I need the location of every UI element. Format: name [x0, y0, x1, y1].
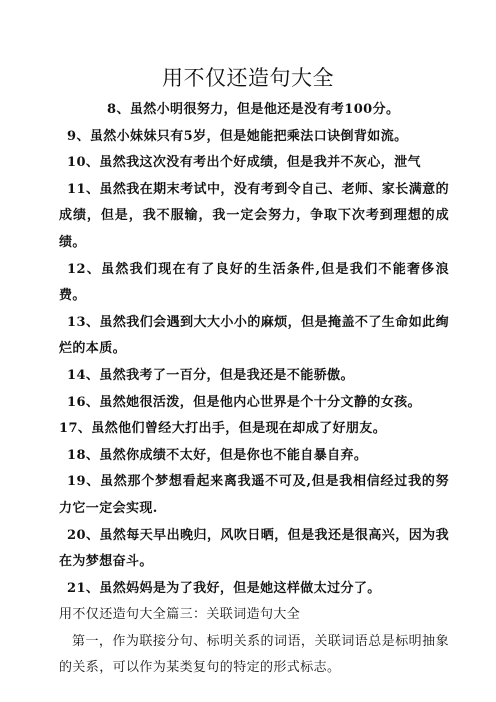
paragraph-first: 第一，作为联接分句、标明关系的词语，关联词语总是标明抽象的关系，可以作为某类复句的特定的形式标志。: [59, 633, 449, 676]
paragraph-13: 13、虽然我们会遇到大大小小的麻烦，但是掩盖不了生命如此绚烂的本质。: [59, 314, 449, 357]
paragraph-10: 10、虽然我这次没有考出个好成绩，但是我并不灰心，泄气: [67, 155, 421, 171]
paragraph-11: 11、虽然我在期末考试中，没有考到令自己、老师、家长满意的成绩，但是，我不服输，我一定会努力，争取下次考到理想的成绩。: [59, 181, 449, 250]
document-title: 用不仅还造句大全: [162, 66, 334, 90]
document-body: [59, 97, 449, 682]
paragraph-21: 21、虽然妈妈是为了我好，但是她这样做太过分了。: [67, 580, 381, 596]
paragraph-8: 8、虽然小明很努力，但是他还是没有考100分。: [107, 102, 400, 117]
paragraph-19: 19、虽然那个梦想看起来离我遥不可及,但是我相信经过我的努力它一定会实现.: [59, 474, 449, 516]
paragraph-14: 14、虽然我考了一百分，但是我还是不能骄傲。: [67, 367, 354, 383]
paragraph-12: 12、虽然我们现在有了良好的生活条件,但是我们不能奢侈浪费。: [59, 261, 449, 304]
paragraph-9: 9、虽然小妹妹只有5岁，但是她能把乘法口诀倒背如流。: [67, 128, 408, 144]
paragraph-20: 20、虽然每天早出晚归，风吹日晒，但是我还是很高兴，因为我在为梦想奋斗。: [59, 527, 449, 570]
paragraph-18: 18、虽然你成绩不太好，但是你也不能自暴自弃。: [67, 447, 368, 463]
paragraph-17: 17、虽然他们曾经大打出手，但是现在却成了好朋友。: [59, 421, 387, 437]
paragraph-16: 16、虽然她很活泼，但是他内心世界是个十分文静的女孩。: [67, 394, 421, 410]
section-heading: 用不仅还造句大全篇三：关联词造句大全: [59, 607, 301, 623]
